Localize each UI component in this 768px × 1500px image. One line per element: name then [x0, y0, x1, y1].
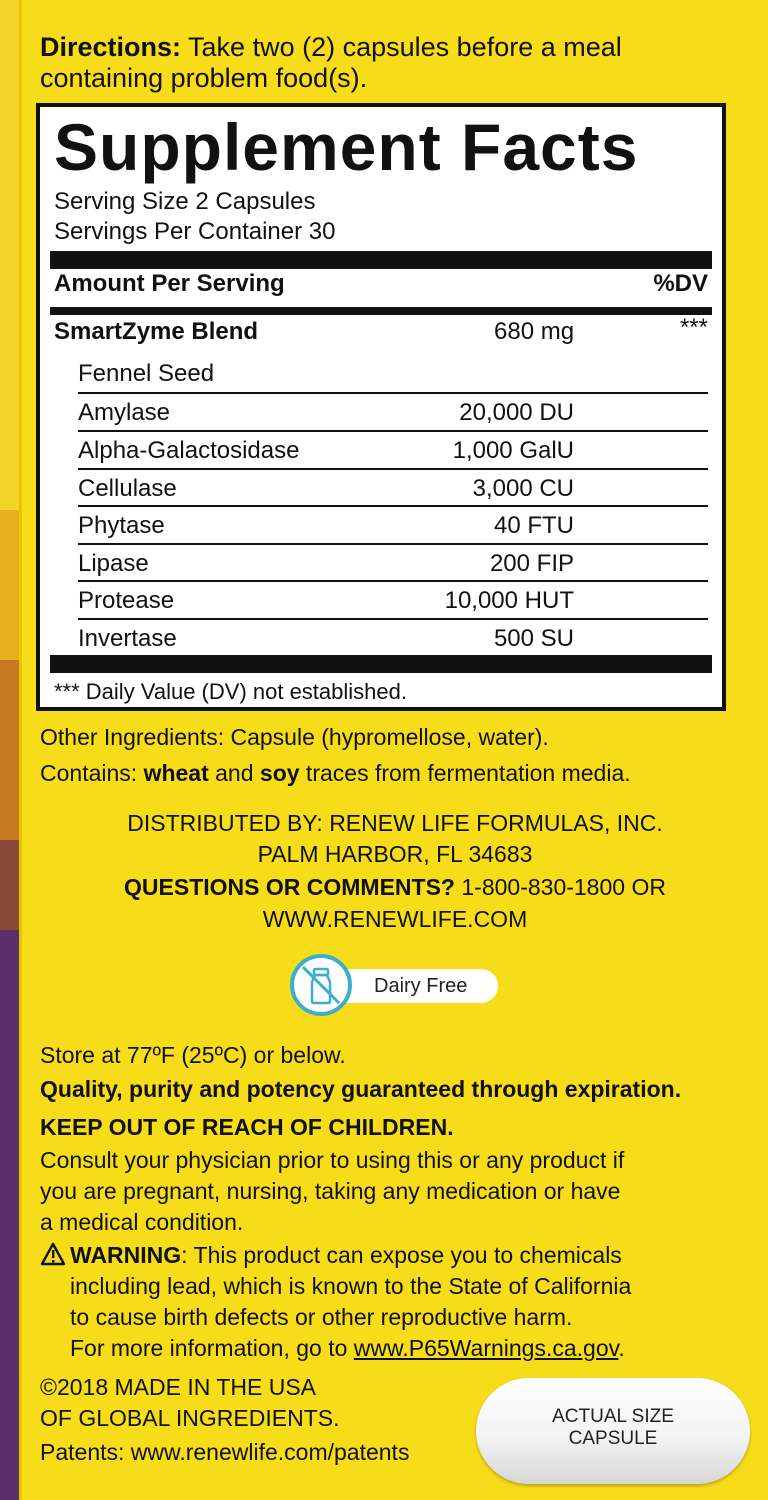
amount-per-serving-row — [54, 269, 708, 299]
blend-row — [54, 314, 708, 351]
p65-warnings-link[interactable]: www.P65Warnings.ca.gov — [353, 1335, 619, 1361]
amount-per-serving-label: Amount Per Serving — [54, 270, 285, 297]
ingredient-row — [78, 580, 708, 619]
ingredient-name: Invertase — [78, 625, 177, 652]
origin-line: OF GLOBAL INGREDIENTS. — [40, 1405, 340, 1431]
copyright-block — [40, 1372, 339, 1434]
allergen-soy: soy — [259, 760, 300, 786]
other-ingredients: Other Ingredients: Capsule (hypromellose, water). — [40, 724, 549, 750]
divider-mid — [50, 307, 712, 315]
contains-mid: and — [208, 760, 260, 786]
warning-text: to cause birth defects or other reproductive harm. — [70, 1304, 573, 1330]
ingredient-name: Lipase — [78, 550, 149, 577]
warning-text: For more information, go to — [70, 1335, 354, 1361]
contains-suffix: traces from fermentation media. — [299, 760, 631, 786]
keep-out-statement — [40, 1112, 454, 1143]
dv-footnote: *** Daily Value (DV) not established. — [54, 679, 407, 704]
capsule-label — [476, 1406, 750, 1450]
directions-text — [40, 32, 740, 94]
ingredient-row — [78, 355, 708, 392]
storage-instructions: Store at 77ºF (25ºC) or below. — [40, 1042, 346, 1068]
quality-text: Quality, purity and potency guaranteed through expiration. — [40, 1076, 682, 1102]
no-milk-bottle-icon — [290, 954, 352, 1016]
warning-link-line — [40, 1333, 740, 1364]
ingredient-amount: 1,000 GalU — [452, 437, 574, 464]
ingredient-row — [78, 392, 708, 431]
warning-text: . — [618, 1335, 625, 1361]
patents-text: Patents: www.renewlife.com/patents — [40, 1439, 410, 1465]
copyright-line: ©2018 MADE IN THE USA — [40, 1374, 316, 1400]
distributor-line2: PALM HARBOR, FL 34683 — [257, 841, 533, 867]
ingredient-name: Amylase — [78, 399, 171, 426]
ingredient-row — [78, 543, 708, 582]
ingredient-amount: 200 FIP — [489, 550, 574, 577]
directions-body: Take two (2) capsules before a meal containing problem food(s). — [40, 32, 622, 93]
blend-dv: *** — [679, 314, 708, 341]
dairy-free-badge — [290, 954, 500, 1020]
ingredient-row — [78, 430, 708, 469]
ingredient-name: Alpha-Galactosidase — [78, 437, 300, 464]
warning-label: WARNING — [70, 1242, 182, 1268]
ingredient-row — [78, 468, 708, 507]
keep-out-text: KEEP OUT OF REACH OF CHILDREN. — [40, 1114, 454, 1140]
contains-prefix: Contains: — [40, 760, 144, 786]
capsule-label-line: CAPSULE — [568, 1428, 658, 1449]
badge-text: Dairy Free — [374, 975, 468, 997]
dv-header: %DV — [653, 270, 708, 297]
consult-physician-text — [40, 1145, 624, 1238]
ingredient-amount: 500 SU — [493, 625, 574, 652]
warning-line — [40, 1240, 740, 1271]
ingredient-amount: 20,000 DU — [459, 399, 574, 426]
warning-text: : This product can expose you to chemicals — [181, 1242, 622, 1268]
allergen-statement — [40, 758, 631, 788]
facts-title: Supplement Facts — [54, 110, 639, 184]
serving-info — [54, 187, 335, 247]
ingredient-name: Protease — [78, 587, 175, 614]
phone-number: 1-800-830-1800 OR — [454, 874, 666, 900]
allergen-wheat: wheat — [143, 760, 209, 786]
warning-text: including lead, which is known to the State of California — [70, 1273, 632, 1299]
blend-name: SmartZyme Blend — [54, 318, 259, 345]
ingredient-name: Fennel Seed — [78, 360, 215, 387]
ingredient-amount: 3,000 CU — [472, 475, 574, 502]
distributor-line1: DISTRIBUTED BY: RENEW LIFE FORMULAS, INC. — [127, 810, 663, 836]
supplement-facts-panel — [36, 103, 726, 711]
website-line: WWW.RENEWLIFE.COM — [262, 906, 528, 932]
label-panel — [22, 0, 768, 1500]
box-side-strip — [0, 0, 22, 1500]
serving-size: Serving Size 2 Capsules — [54, 188, 316, 215]
ingredient-amount: 40 FTU — [493, 512, 574, 539]
questions-label: QUESTIONS OR COMMENTS? — [124, 874, 455, 900]
prop65-warning — [40, 1240, 740, 1364]
capsule-label-line: ACTUAL SIZE — [552, 1406, 674, 1427]
divider-thick — [50, 251, 712, 269]
questions-line — [22, 872, 768, 903]
ingredient-name: Phytase — [78, 512, 165, 539]
servings-per-container: Servings Per Container 30 — [54, 218, 336, 245]
ingredient-name: Cellulase — [78, 475, 177, 502]
divider-thick-bottom — [50, 655, 712, 673]
directions-label: Directions: — [40, 32, 182, 62]
actual-size-capsule — [476, 1378, 750, 1484]
warning-triangle-icon — [40, 1242, 66, 1266]
ingredient-amount: 10,000 HUT — [444, 587, 574, 614]
quality-statement — [40, 1074, 681, 1105]
ingredient-row — [78, 618, 708, 657]
consult-line: you are pregnant, nursing, taking any medication or have — [40, 1178, 621, 1204]
blend-amount: 680 mg — [494, 318, 575, 345]
consult-line: a medical condition. — [40, 1209, 244, 1235]
consult-line: Consult your physician prior to using this or any product if — [40, 1147, 625, 1173]
ingredient-row — [78, 505, 708, 544]
